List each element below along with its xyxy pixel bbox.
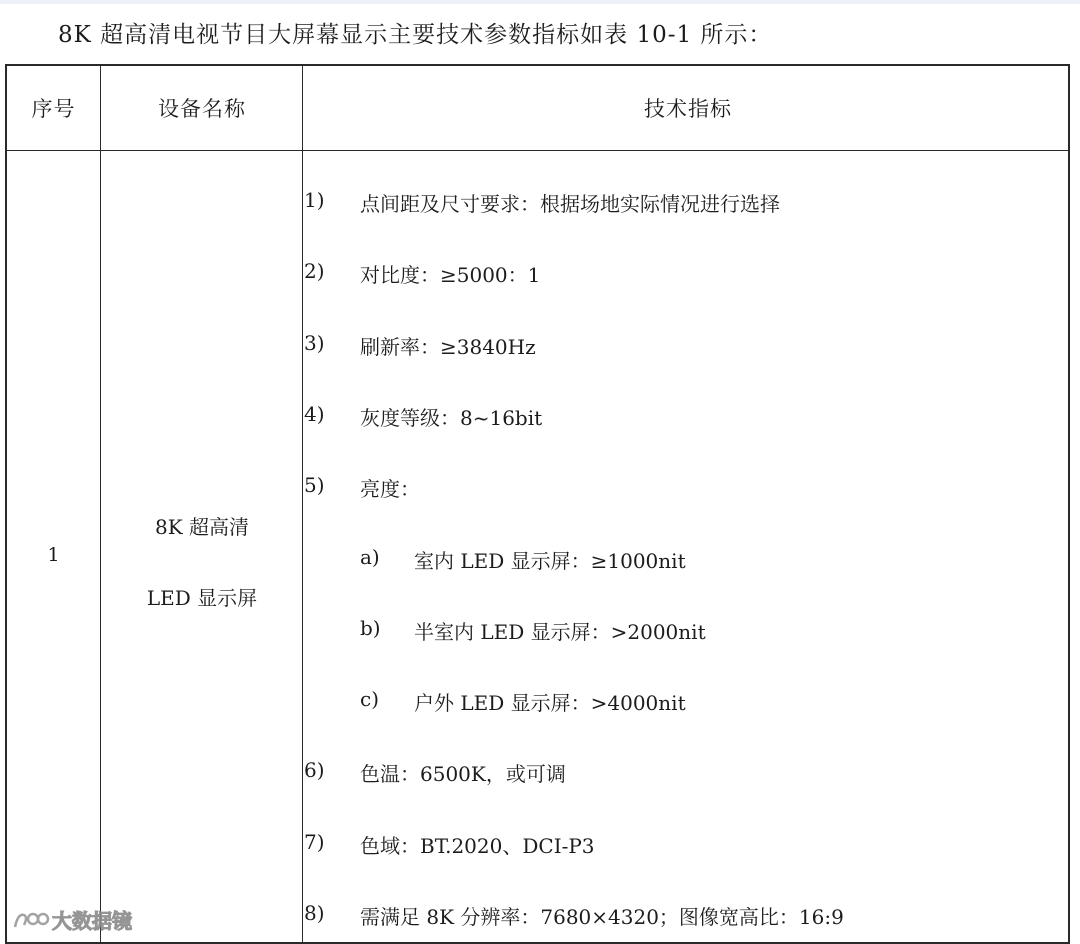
spec-text: 需满足 8K 分辨率：7680×4320；图像宽高比：16:9 <box>360 905 844 929</box>
logo-icon <box>12 907 50 933</box>
header-number: 序号 <box>31 97 76 121</box>
intro-text: 8K 超高清电视节目大屏幕显示主要技术参数指标如表 10-1 所示： <box>58 22 773 48</box>
spec-index: 4) <box>304 401 325 426</box>
device-name-line: LED 显示屏 <box>146 586 258 610</box>
watermark <box>12 905 132 934</box>
spec-text: 室内 LED 显示屏：≥1000nit <box>414 548 686 573</box>
spec-text: 色温：6500K，或可调 <box>360 762 566 787</box>
spec-text: 刷新率：≥3840Hz <box>360 334 536 359</box>
header-specs: 技术指标 <box>644 97 732 121</box>
spec-index: b) <box>360 615 381 640</box>
row-number: 1 <box>47 544 60 566</box>
spec-index: 7) <box>304 829 325 854</box>
spec-index: 2) <box>304 259 325 284</box>
column-divider <box>302 66 303 942</box>
header-device-name: 设备名称 <box>158 97 246 121</box>
spec-index: c) <box>360 687 380 712</box>
spec-index: a) <box>360 544 380 569</box>
spec-text: 对比度：≥5000：1 <box>360 263 541 288</box>
spec-index: 1) <box>304 188 325 212</box>
spec-text: 点间距及尺寸要求：根据场地实际情况进行选择 <box>360 192 780 216</box>
top-strip <box>0 0 1080 4</box>
spec-table <box>5 64 1070 944</box>
header-divider <box>7 150 1068 151</box>
spec-index: 8) <box>304 901 325 925</box>
spec-index: 5) <box>304 473 325 498</box>
spec-text: 亮度： <box>360 477 420 502</box>
spec-text: 半室内 LED 显示屏：>2000nit <box>414 619 706 644</box>
spec-index: 3) <box>304 330 325 355</box>
device-name-line: 8K 超高清 <box>154 515 250 539</box>
watermark-text: 大数据镜 <box>52 909 132 933</box>
column-divider <box>100 66 101 942</box>
spec-index: 6) <box>304 758 325 783</box>
spec-text: 户外 LED 显示屏：>4000nit <box>414 691 686 716</box>
spec-text: 灰度等级：8~16bit <box>360 405 543 430</box>
spec-text: 色域：BT.2020、DCI-P3 <box>360 833 595 858</box>
